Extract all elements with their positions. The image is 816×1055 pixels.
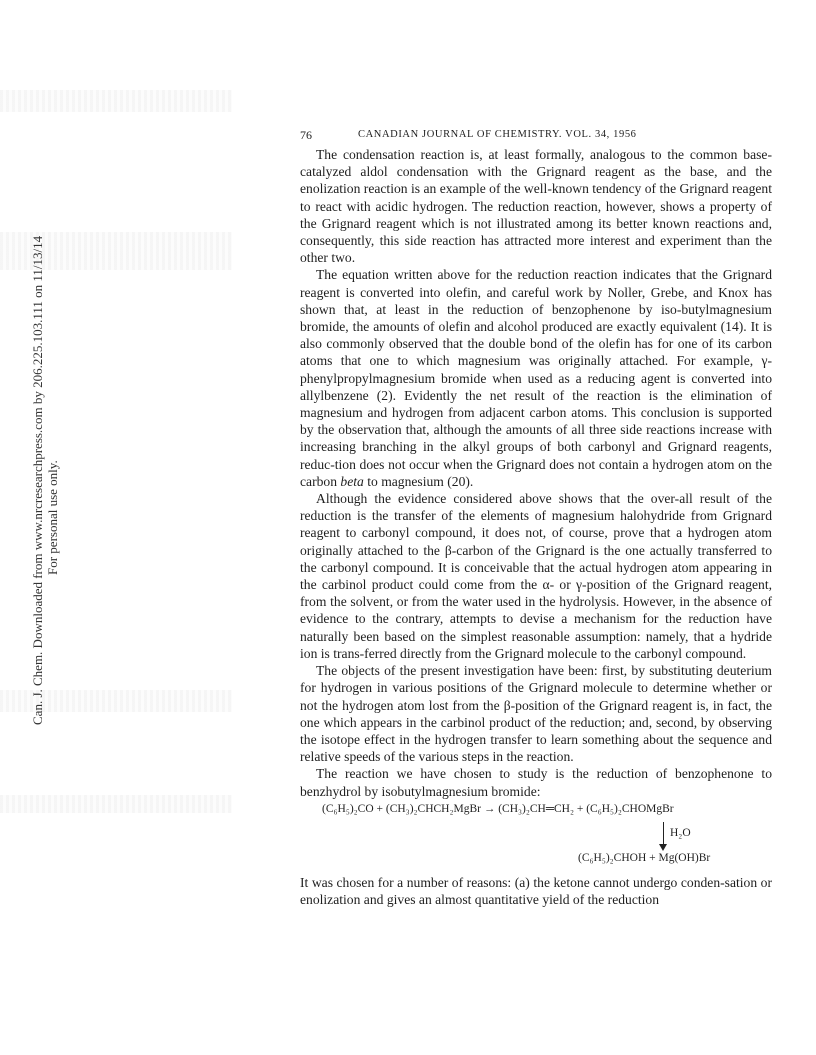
paragraph-6: It was chosen for a number of reasons: (a) the ketone cannot undergo conden-sation or enolization and gives an almost quantitative yield of the reduction (300, 874, 772, 907)
watermark-line-1: Can. J. Chem. Downloaded from www.nrcresearchpress.com by 206.225.103.111 on 11/13/14 (30, 235, 45, 725)
paragraph-2 (300, 266, 772, 490)
paragraph-5: The reaction we have chosen to study is the reduction of benzophenone to benzhydrol by isobutylmagnesium bromide: (300, 766, 772, 799)
paragraph-2-tail: to magnesium (20). (367, 473, 474, 489)
watermark-line-2: For personal use only. (45, 460, 60, 575)
running-title: CANADIAN JOURNAL OF CHEMISTRY. VOL. 34, 1956 (358, 129, 637, 140)
download-watermark (30, 236, 60, 725)
equation-reagent: H₂O (670, 826, 691, 839)
arrowhead-icon (659, 844, 667, 851)
reaction-equation (300, 800, 772, 874)
scan-artifact (0, 90, 232, 112)
equation-product: (C₆H₅)₂CHOH + Mg(OH)Br (578, 851, 711, 864)
page-number: 76 (300, 128, 312, 142)
paragraph-1: The condensation reaction is, at least formally, analogous to the common base-catalyzed aldol condensation with the Grignard reagent as the base, and the enolization reaction is an example of the well-known tendency of the Grignard reagent to react with acidic hydrogen. The reduction reaction, however, shows a property of the Grignard reagent which is not illustrated among its better known reactions and, consequently, this side reaction has attracted more interest and experiment than the other two. (300, 147, 772, 266)
page-header (300, 128, 772, 146)
italic-beta: beta (340, 473, 364, 489)
paragraph-2-body: The equation written above for the reduction reaction indicates that the Grignard reagent is converted into olefin, and careful work by Noller, Grebe, and Knox has shown that, at least in the reduction of benzophenone by iso-butylmagnesium bromide, the amounts of olefin and alcohol produced are exactly equivalent (14). It is also commonly observed that the double bond of the olefin has for one of its carbon atoms that one to which magnesium was originally attached. For example, γ-phenylpropylmagnesium bromide when used as a reducing agent is converted into allylbenzene (2). Evidently the net result of the reaction is the elimination of magnesium and hydrogen from adjacent carbon atoms. This conclusion is supported by the observation that, although the amounts of all three side reactions increase with increasing branching in the alkyl groups of both carbonyl and Grignard reagents, reduc-tion does not occur when the Grignard does not contain a hydrogen atom on the carbon (300, 267, 772, 489)
paragraph-3: Although the evidence considered above shows that the over-all result of the reduction is the transfer of the elements of magnesium halohydride from Grignard reagent to carbonyl compound, it does not, of course, prove that a hydrogen atom originally attached to the β-carbon of the Grignard is the one actually transferred to the carbonyl compound. It is conceivable that the actual hydrogen atom appearing in the carbinol product could come from the α- or γ-position of the Grignard reagent, from the solvent, or from the water used in the hydrolysis. However, in the absence of evidence to the contrary, attempts to devise a mechanism for the reduction have naturally been based on the simplest reasonable assumption: namely, that a hydride ion is trans-ferred directly from the Grignard molecule to the carbonyl compound. (300, 491, 772, 661)
scan-artifact (0, 795, 232, 813)
paragraph-4: The objects of the present investigation have been: first, by substituting deuterium for hydrogen in various positions of the Grignard molecule to determine whether or not the hydrogen atom lost from the β-position of the Grignard reagent is, in fact, the one which appears in the carbinol product of the reduction; and, second, by observing the isotope effect in the hydrogen transfer to learn something about the sequence and relative speeds of the various steps in the reaction. (300, 663, 772, 765)
equation-line-1: (C₆H₅)₂CO + (CH₃)₂CHCH₂MgBr → (CH₃)₂CH═CH₂ + (C₆H₅)₂CHOMgBr (322, 802, 674, 815)
journal-page (300, 128, 772, 908)
